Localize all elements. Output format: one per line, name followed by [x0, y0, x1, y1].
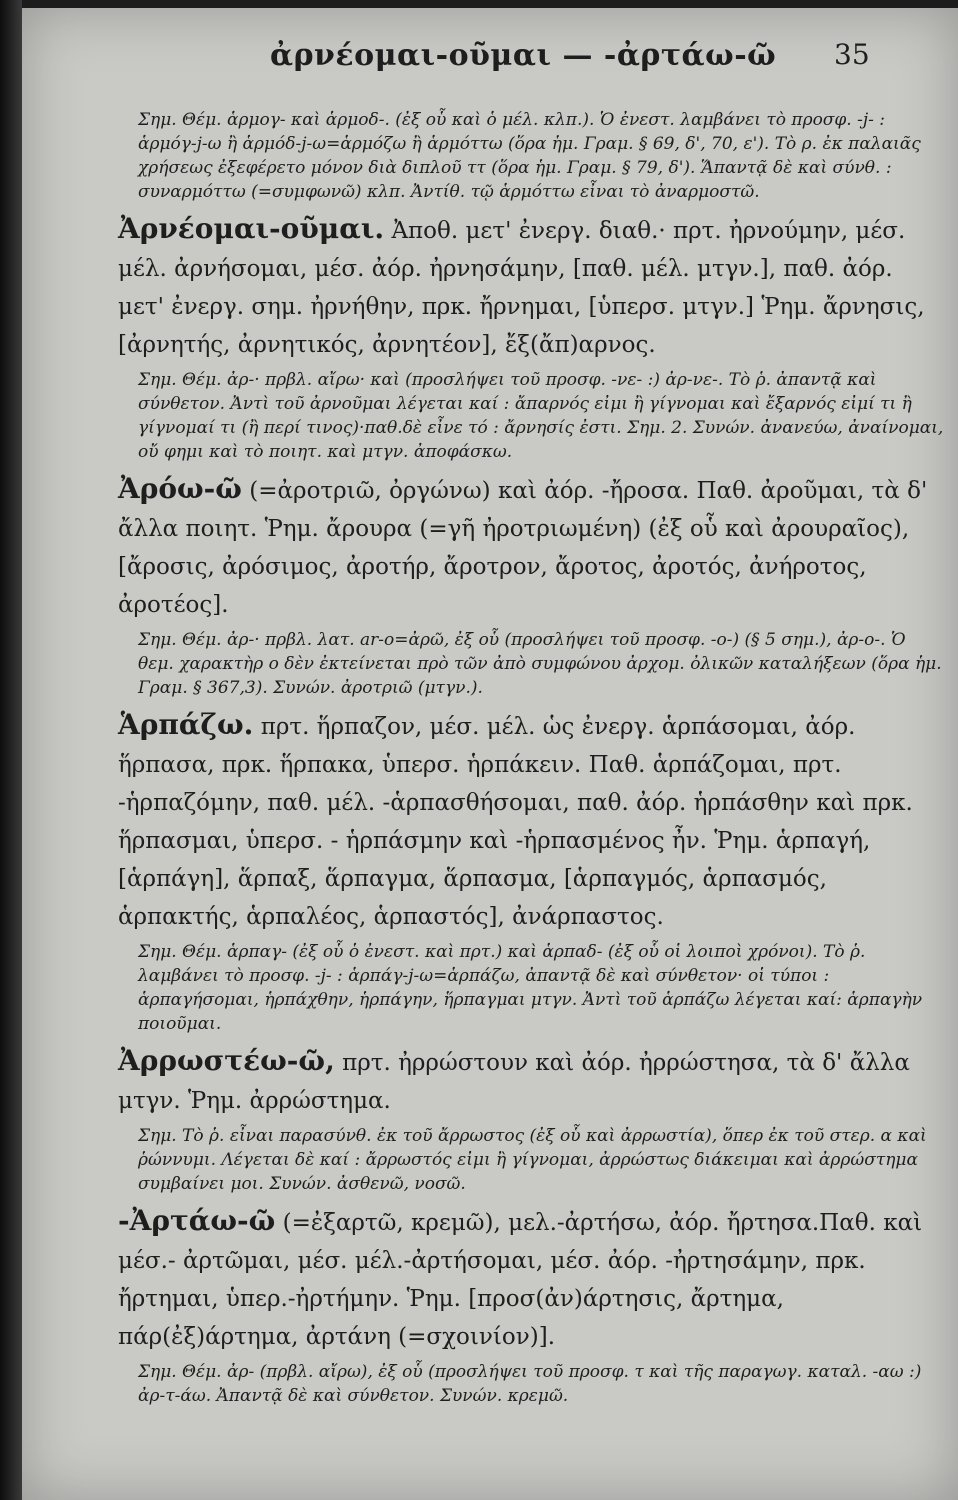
- note-paragraph: Σημ. Θέμ. ἀρ- (πρβλ. αἴρω), ἐξ οὗ (προσλήψει τοῦ προσφ. τ καὶ τῆς παραγωγ. καταλ. -αω :) ἀρ-τ-άω. Ἀπαντᾷ δὲ καὶ σύνθετον. Συνών. κρεμῶ.: [138, 1362, 922, 1406]
- dictionary-entry: [118, 706, 944, 936]
- note-paragraph: Σημ. Θέμ. ἁρμογ- καὶ ἁρμοδ-. (ἐξ οὗ καὶ ὁ μέλ. κλπ.). Ὁ ἐνεστ. λαμβάνει τὸ προσφ. -j- : ἁρμόγ-j-ω ἢ ἁρμόδ-j-ω=ἁρμόζω ἢ ἁρμόττω (ὅρα ἡμ. Γραμ. § 69, δ', 70, ε'). Τὸ ρ. ἐκ παλαιᾶς χρήσεως ἐξεφέρετο μόνον διὰ διπλοῦ ττ (ὅρα ἡμ. Γραμ. § 79, δ'). Ἅπαντᾷ δὲ καὶ σύνθ. : συναρμόττω (=συμφωνῶ) κλπ. Ἀντίθ. τῷ ἁρμόττω εἶναι τὸ ἀναρμοστῶ.: [138, 110, 921, 202]
- note-paragraph: Σημ. Θέμ. ἀρ-· πρβλ. αἴρω· καὶ (προσλήψει τοῦ προσφ. -νε- :) ἀρ-νε-. Τὸ ῥ. ἀπαντᾷ καὶ σύνθετον. Ἀντὶ τοῦ ἀρνοῦμαι λέγεται καί : ἄπαρνός εἰμι ἢ γίγνομαι καὶ ἔξαρνός εἰμί τι ἢ γίγνομαί τι (ἢ περί τινος)·παθ.δὲ εἶνε τό : ἄρνησίς ἐστι. Σημ. 2. Συνών. ἀνανεύω, ἀναίνομαι, οὔ φημι καὶ τὸ ποιητ. καὶ μτγν. ἀποφάσκω.: [138, 370, 944, 462]
- entry-lemma: Ἀρνέομαι-οῦμαι.: [118, 212, 385, 245]
- entry-lemma: Ἀρρωστέω-ῶ,: [118, 1044, 335, 1077]
- dictionary-content: [118, 108, 944, 1414]
- entry-body: (=ἀροτριῶ, ὀργώνω) καὶ ἀόρ. -ἤροσα. Παθ. ἀροῦμαι, τὰ δ' ἄλλα ποιητ. Ῥημ. ἄρουρα (=γῆ ἠροτριωμένη) (ἐξ οὗ καὶ ἀρουραῖος), [ἄροσις, ἀρόσιμος, ἀροτήρ, ἄροτρον, ἄροτος, ἀροτός, ἀνήροτος, ἀροτέος].: [118, 478, 928, 618]
- entry-body: (=ἐξαρτῶ, κρεμῶ), μελ.-ἀρτήσω, ἀόρ. ἤρτησα.Παθ. καὶ μέσ.- ἀρτῶμαι, μέσ. μέλ.-ἀρτήσομαι, μέσ. ἀόρ. -ἠρτησάμην, πρκ. ἤρτημαι, ὑπερ.-ἠρτήμην. Ῥημ. [προσ(ἀν)άρτησις, ἄρτημα, πάρ(ἐξ)άρτημα, ἀρτάνη (=σχοινίον)].: [118, 1210, 923, 1350]
- note-paragraph: Σημ. Θέμ. ἁρπαγ- (ἐξ οὗ ὁ ἐνεστ. καὶ πρτ.) καὶ ἁρπαδ- (ἐξ οὗ οἱ λοιποὶ χρόνοι). Τὸ ῥ. λαμβάνει τὸ προσφ. -j- : ἁρπάγ-j-ω=ἁρπάζω, ἀπαντᾷ δὲ καὶ σύνθετον· οἱ τύποι : ἁρπαγήσομαι, ἡρπάχθην, ἡρπάγην, ἥρπαγμαι μτγν. Ἀντὶ τοῦ ἁρπάζω λέγεται καί: ἁρπαγὴν ποιοῦμαι.: [138, 942, 923, 1034]
- dictionary-entry: [118, 1042, 944, 1120]
- entry-lemma: -Ἀρτάω-ῶ: [118, 1204, 276, 1237]
- entry-body: Ἀποθ. μετ' ἐνεργ. διαθ.· πρτ. ἠρνούμην, μέσ. μέλ. ἀρνήσομαι, μέσ. ἀόρ. ἠρνησάμην, [παθ. μέλ. μτγν.], παθ. ἀόρ. μετ' ἐνεργ. σημ. ἠρνήθην, πρκ. ἤρνημαι, [ὑπερσ. μτγν.] Ῥημ. ἄρνησις, [ἀρνητής, ἀρνητικός, ἀρνητέον], ἔξ(ἄπ)αρνος.: [118, 218, 925, 358]
- note-paragraph: Σημ. Τὸ ῥ. εἶναι παρασύνθ. ἐκ τοῦ ἄρρωστος (ἐξ οὗ καὶ ἀρρωστία), ὅπερ ἐκ τοῦ στερ. α καὶ ῥώννυμι. Λέγεται δὲ καί : ἄρρωστός εἰμι ἢ γίγνομαι, ἀρρώστως διάκειμαι καὶ ἀρρώστημα συμβαίνει μοι. Συνών. ἀσθενῶ, νοσῶ.: [138, 1126, 927, 1194]
- running-header: ἀρνέομαι-οῦμαι — -ἀρτάω-ῶ: [270, 38, 777, 73]
- note-paragraph: Σημ. Θέμ. ἀρ-· πρβλ. λατ. ar-o=ἀρῶ, ἐξ οὗ (προσλήψει τοῦ προσφ. -ο-) (§ 5 σημ.), ἀρ-ο-. Ὁ θεμ. χαρακτὴρ ο δὲν ἐκτείνεται πρὸ τῶν ἀπὸ συμφώνου ἀρχομ. ὀλικῶν καταλήξεων (ὅρα ἡμ. Γραμ. § 367,3). Συνών. ἀροτριῶ (μτγν.).: [138, 630, 942, 698]
- book-page: [22, 8, 958, 1500]
- dictionary-entry: [118, 210, 944, 364]
- entry-body: πρτ. ἥρπαζον, μέσ. μέλ. ὡς ἐνεργ. ἁρπάσομαι, ἀόρ. ἥρπασα, πρκ. ἥρπακα, ὑπερσ. ἡρπάκειν. Παθ. ἁρπάζομαι, πρτ. -ἡρπαζόμην, παθ. μέλ. -ἁρπασθήσομαι, παθ. ἀόρ. ἡρπάσθην καὶ πρκ. ἥρπασμαι, ὑπερσ. - ἡρπάσμην καὶ -ἡρπασμένος ἦν. Ῥημ. ἁρπαγή, [ἁρπάγη], ἅρπαξ, ἅρπαγμα, ἅρπασμα, [ἁρπαγμός, ἁρπασμός, ἁρπακτής, ἁρπαλέος, ἁρπαστός], ἀνάρπαστος.: [118, 714, 913, 930]
- book-binding-shadow: [0, 0, 22, 1500]
- entry-lemma: Ἀρόω-ῶ: [118, 472, 242, 505]
- entry-lemma: Ἁρπάζω.: [118, 708, 254, 741]
- dictionary-entry: [118, 470, 944, 624]
- dictionary-entry: [118, 1202, 944, 1356]
- entry-body: πρτ. ἠρρώστουν καὶ ἀόρ. ἠρρώστησα, τὰ δ' ἄλλα μτγν. Ῥημ. ἀρρώστημα.: [118, 1050, 910, 1114]
- page-number: 35: [834, 38, 870, 71]
